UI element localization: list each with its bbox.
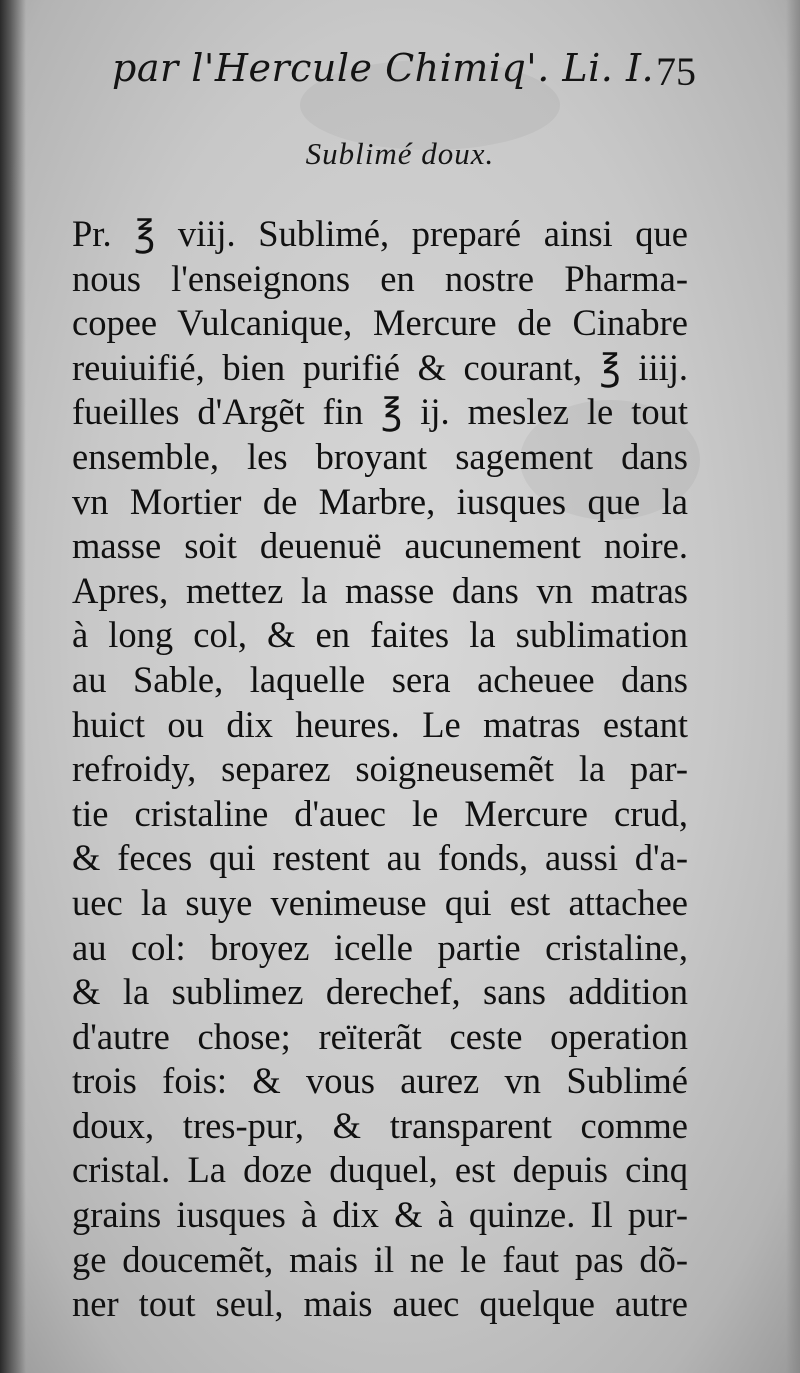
text-line: masse soit deuenuë aucunement noire. (72, 525, 688, 567)
text-line: copee Vulcanique, Mercure de Cinabre (72, 302, 688, 344)
text-line: & feces qui restent au fonds, aussi d'a- (72, 837, 688, 879)
text-line: refroidy, separez soigneusemẽt la par- (72, 748, 688, 790)
text-line: Pr. ℥ viij. Sublimé, preparé ainsi que (72, 213, 688, 254)
text-line: grains iusques à dix & à quinze. Il pur- (72, 1194, 688, 1236)
page-edge (786, 0, 800, 1373)
text-line: doux, tres-pur, & transparent comme (72, 1104, 688, 1146)
text-line: d'autre chose; reïterãt ceste operation (72, 1015, 688, 1057)
text-line: reuiuifié, bien purifié & courant, ℥ iiij. (72, 346, 688, 388)
gutter-shadow (0, 0, 26, 1373)
text-line: ge doucemẽt, mais il ne le faut pas dõ- (72, 1238, 688, 1280)
text-line: fueilles d'Argẽt fin ℥ ij. meslez le tout (72, 391, 688, 433)
text-line: & la sublimez derechef, sans addition (72, 971, 688, 1013)
text-line: cristal. La doze duquel, est depuis cinq (72, 1149, 688, 1191)
page-header (112, 46, 702, 106)
text-line: uec la suye venimeuse qui est attachee (72, 881, 688, 923)
text-line: vn Mortier de Marbre, iusques que la (72, 480, 688, 522)
text-line: huict ou dix heures. Le matras estant (72, 703, 688, 745)
text-line: trois fois: & vous aurez vn Sublimé (72, 1060, 688, 1102)
text-line: au Sable, laquelle sera acheuee dans (72, 658, 688, 700)
text-line: au col: broyez icelle partie cristaline, (72, 926, 688, 968)
page-number: 75 (656, 49, 696, 94)
text-line: ensemble, les broyant sagement dans (72, 435, 688, 477)
text-line: à long col, & en faites la sublimation (72, 614, 688, 656)
text-line: nous l'enseignons en nostre Pharma- (72, 257, 688, 299)
text-line: ner tout seul, mais auec quelque autre (72, 1283, 688, 1325)
running-head: par l'Hercule Chimiq'. Li. I. (112, 46, 655, 90)
body-text (72, 212, 688, 1327)
section-title: Sublimé doux. (305, 136, 495, 171)
text-line: Apres, mettez la masse dans vn matras (72, 569, 688, 611)
text-line: tie cristaline d'auec le Mercure crud, (72, 792, 688, 834)
